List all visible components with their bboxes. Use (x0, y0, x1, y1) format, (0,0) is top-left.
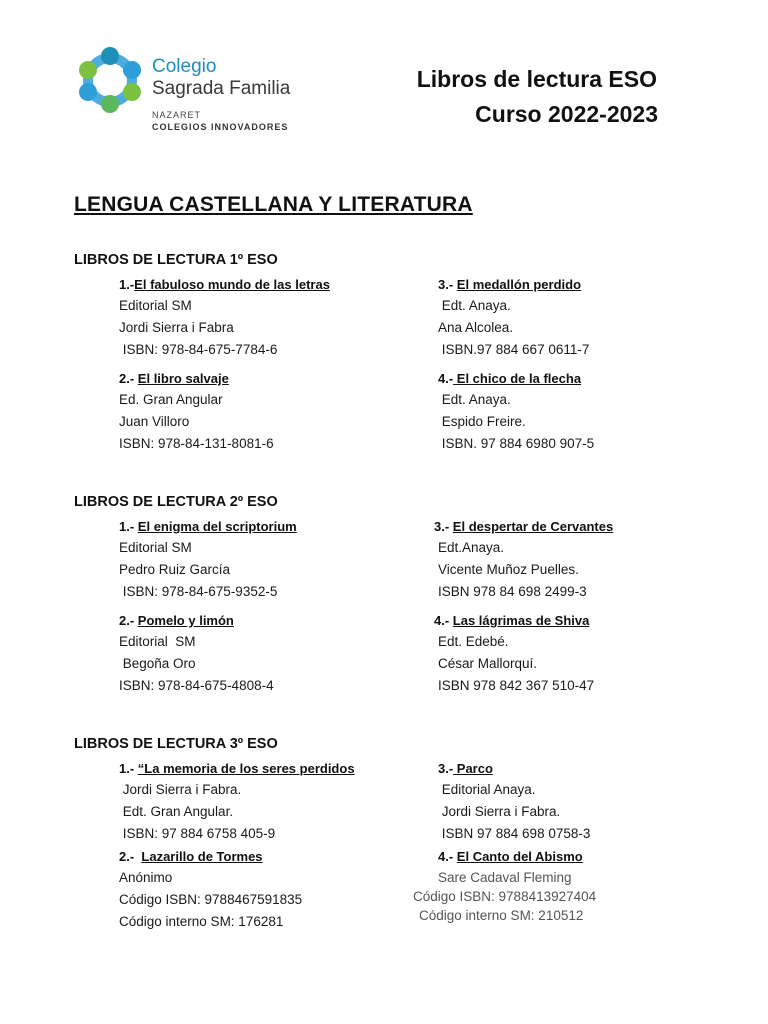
book-isbn: ISBN: 978-84-675-4808-4 (119, 678, 274, 693)
book-publisher: Editorial SM (119, 540, 192, 555)
book-isbn: ISBN: 978-84-675-7784-6 (119, 342, 278, 357)
doc-title-line1: Libros de lectura ESO (416, 66, 657, 92)
school-logo (74, 42, 314, 134)
book-title: 4.- El Canto del Abismo (438, 849, 583, 864)
book-title: 3.- El despertar de Cervantes (434, 519, 614, 534)
book-title: 2.- Pomelo y limón (119, 613, 234, 628)
book-author: Ana Alcolea. (438, 320, 514, 335)
book-title: 3.- Parco (438, 761, 493, 776)
book-title: 2.- Lazarillo de Tormes (119, 849, 263, 864)
book-publisher: Edt. Gran Angular. (119, 804, 234, 819)
book-publisher: Edt.Anaya. (438, 540, 505, 555)
book-publisher: Editorial SM (119, 634, 196, 649)
book-isbn: ISBN: 978-84-675-9352-5 (119, 584, 278, 599)
book-author: César Mallorquí. (438, 656, 538, 671)
book-author: Sare Cadaval Fleming (438, 870, 572, 885)
book-publisher: Editorial Anaya. (438, 782, 536, 797)
book-author: Vicente Muñoz Puelles. (438, 562, 579, 577)
book-publisher: Editorial SM (119, 298, 192, 313)
book-title: 1.- El enigma del scriptorium (119, 519, 297, 534)
book-isbn: ISBN. 97 884 6980 907-5 (438, 436, 595, 451)
section-title: LENGUA CASTELLANA Y LITERATURA (74, 193, 473, 216)
book-author: Juan Villoro (119, 414, 190, 429)
book-isbn: ISBN 97 884 698 0758-3 (438, 826, 591, 841)
book-publisher: Edt. Anaya. (438, 298, 511, 313)
book-isbn: Código ISBN: 9788413927404 (413, 889, 597, 904)
logo-name-line2: Sagrada Familia (152, 78, 291, 99)
book-title: 4.- Las lágrimas de Shiva (434, 613, 590, 628)
book-author: Pedro Ruiz García (119, 562, 231, 577)
book-isbn: ISBN 978 84 698 2499-3 (438, 584, 587, 599)
doc-title-line2: Curso 2022-2023 (475, 101, 658, 127)
logo-ring-icon (74, 44, 146, 116)
book-title: 1.- “La memoria de los seres perdidos (119, 761, 355, 776)
book-author: Espido Freire. (438, 414, 526, 429)
book-publisher: Edt. Anaya. (438, 392, 511, 407)
course-heading-3: LIBROS DE LECTURA 3º ESO (74, 736, 278, 752)
book-publisher: Edt. Edebé. (438, 634, 509, 649)
book-title: 1.-El fabuloso mundo de las letras (119, 277, 330, 292)
book-publisher: Ed. Gran Angular (119, 392, 223, 407)
book-isbn: ISBN: 97 884 6758 405-9 (119, 826, 276, 841)
book-isbn: ISBN: 978-84-131-8081-6 (119, 436, 274, 451)
book-title: 4.- El chico de la flecha (438, 371, 582, 386)
book-author: Begoña Oro (119, 656, 196, 671)
course-heading-1: LIBROS DE LECTURA 1º ESO (74, 252, 278, 268)
book-author: Anónimo (119, 870, 173, 885)
course-heading-2: LIBROS DE LECTURA 2º ESO (74, 494, 278, 510)
book-author: Jordi Sierra i Fabra. (119, 782, 242, 797)
book-author: Jordi Sierra i Fabra. (438, 804, 561, 819)
logo-sub-line1: NAZARET (152, 110, 202, 120)
book-title: 2.- El libro salvaje (119, 371, 229, 386)
logo-name-line1: Colegio (152, 56, 217, 77)
book-isbn: ISBN.97 884 667 0611-7 (438, 342, 590, 357)
book-author: Jordi Sierra i Fabra (119, 320, 234, 335)
book-isbn: ISBN 978 842 367 510-47 (438, 678, 595, 693)
book-internal-code: Código interno SM: 210512 (419, 908, 584, 923)
logo-sub-line2: COLEGIOS INNOVADORES (152, 122, 289, 132)
book-isbn: Código ISBN: 9788467591835 (119, 892, 303, 907)
book-title: 3.- El medallón perdido (438, 277, 582, 292)
book-internal-code: Código interno SM: 176281 (119, 914, 284, 929)
